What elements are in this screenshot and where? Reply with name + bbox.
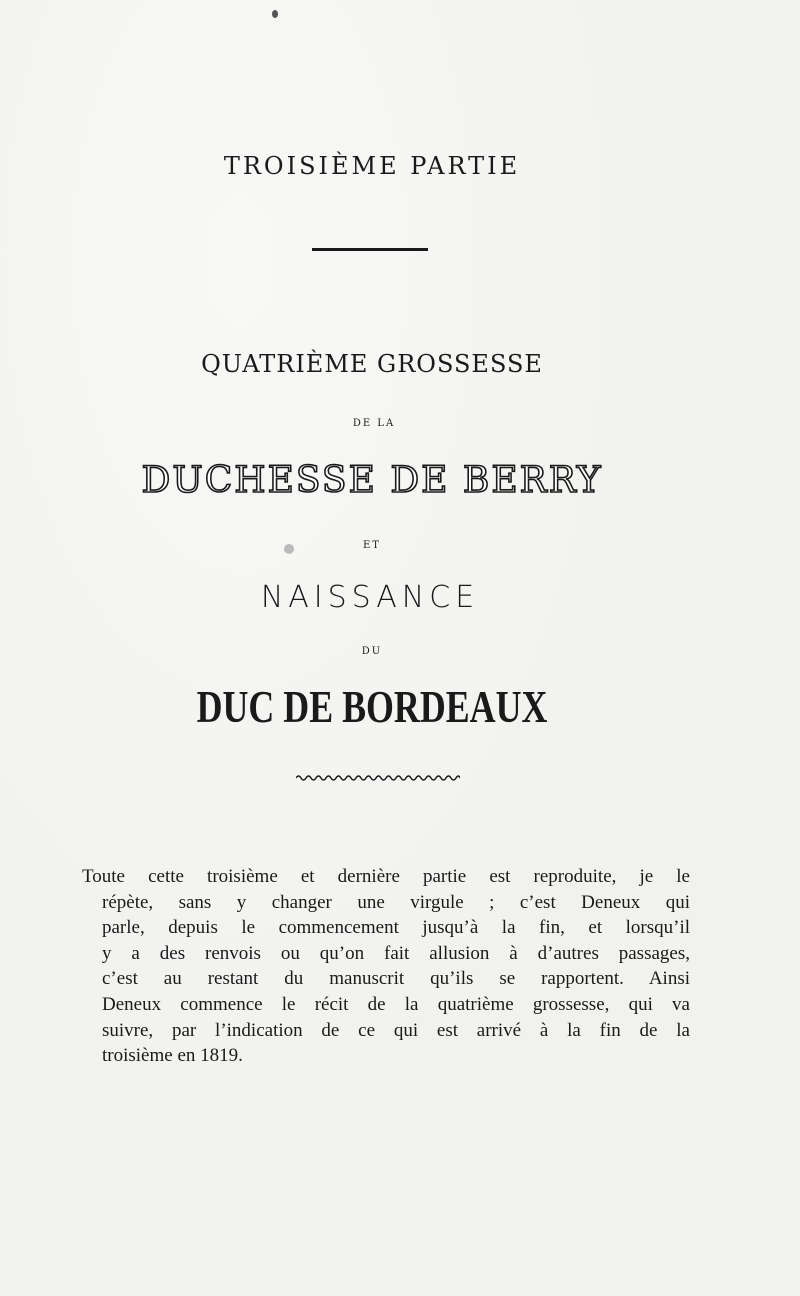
part-title: TROISIÈME PARTIE [223, 152, 521, 180]
intro-paragraph [82, 864, 690, 1069]
naissance-title: NAISSANCE [260, 580, 480, 615]
paragraph-line: répète, sans y changer une virgule ; c’est Deneux qui [102, 891, 690, 913]
grossesse-title: QUATRIÈME GROSSESSE [201, 350, 543, 378]
paragraph-line: parle, depuis le commencement jusqu’à la fin, et lorsqu’il [102, 917, 690, 939]
paragraph-line: Toute cette troisième et dernière partie est reproduite, je le [82, 866, 690, 887]
wavy-ornament [296, 773, 460, 783]
du-label: DU [361, 646, 383, 657]
ink-speck [272, 10, 278, 18]
duc-title: DUC DE BORDEAUX [196, 681, 548, 732]
de-la-label: DE LA [352, 418, 396, 429]
paragraph-line: Deneux commence le récit de la quatrième grossesse, qui va [102, 993, 690, 1015]
paragraph-line: y a des renvois ou qu’on fait allusion à d’autres passages, [102, 942, 690, 964]
duchesse-title: DUCHESSE DE BERRY [141, 460, 603, 501]
paragraph-line: troisième en 1819. [102, 1045, 243, 1067]
paragraph-line: suivre, par l’indication de ce qui est arrivé à la fin de la [102, 1019, 690, 1041]
paragraph-line: c’est au restant du manuscrit qu’ils se rapportent. Ainsi [102, 968, 690, 990]
et-label: ET [363, 540, 381, 551]
title-rule [312, 248, 428, 251]
